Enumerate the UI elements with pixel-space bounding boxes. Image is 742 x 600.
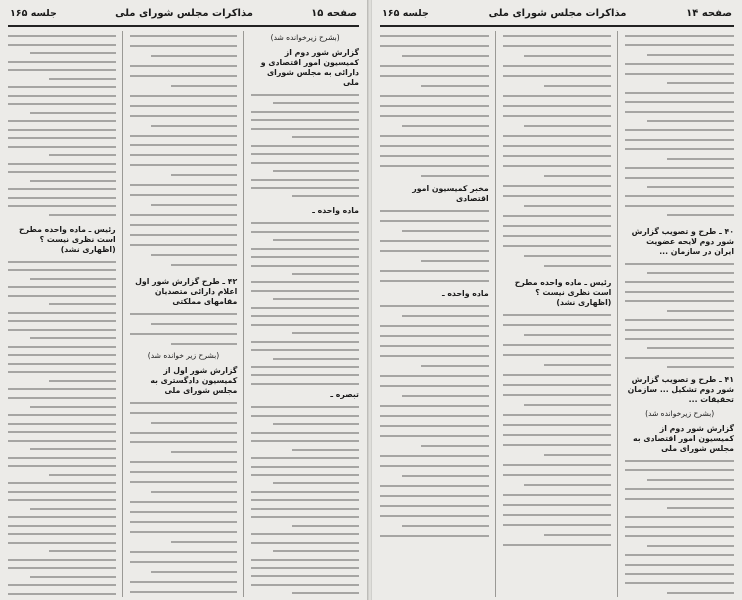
bill-heading-42: ۴۲ ـ طرح گزارش شور اول اعلام دارائی متصدیان مقامهای مملکتی [135,276,238,306]
bill-heading-41: ۴۱ ـ طرح و تصویب گزارش شور دوم تشکیل ... سازمان تحقیقات ... [627,374,734,404]
bill-heading-40: ۴۰ ـ طرح و تصویب گزارش شور دوم لایحه عضویت ایران در سازمان ... [631,226,734,256]
column-left [8,31,123,597]
session-number: جلسه ۱۶۵ [382,8,429,19]
note-label: تبصره ـ [330,390,359,400]
text-columns [380,31,734,597]
president-remark: رئیس ـ ماده واحده مطرح است نظری نیست ؟ (اظهاری نشد) [19,224,116,254]
rapporteur-signature: مخبر کمیسیون امور اقتصادی [412,184,489,203]
page-number: صفحه ۱۵ [311,8,357,19]
page-number: صفحه ۱۴ [686,8,732,19]
report-heading: گزارش شور دوم از کمیسیون امور اقتصادی به مجلس شورای ملی [633,423,734,453]
column-right [625,31,734,597]
report-heading-2: گزارش شور اول از کمیسیون دادگستری به مجلس شورای ملی [150,365,238,395]
read-note: (بشرح زیرخوانده شد) [270,33,340,42]
text-columns [8,31,359,597]
column-middle [503,31,619,597]
read-note-2: (بشرح زیر خوانده شد) [147,350,220,360]
article-label: ماده واحده ـ [441,289,489,298]
page-header [380,6,734,27]
publication-title: مذاکرات مجلس شورای ملی [115,8,253,19]
column-right [251,31,359,597]
read-note: (بشرح زیرخوانده شد) [645,408,715,418]
page-14 [372,0,742,600]
session-number: جلسه ۱۶۵ [10,8,57,19]
page-header [8,6,359,27]
page-15 [0,0,368,600]
president-remark: رئیس ـ ماده واحده مطرح است نظری نیست ؟ (اظهاری نشد) [514,278,612,307]
report-heading: گزارش شور دوم از کمیسیون امور اقتصادی و دارائی به مجلس شورای ملی [260,48,359,87]
column-middle [130,31,245,597]
article-label: ماده واحده ـ [312,206,359,216]
column-left [380,31,496,597]
publication-title: مذاکرات مجلس شورای ملی [488,8,627,19]
